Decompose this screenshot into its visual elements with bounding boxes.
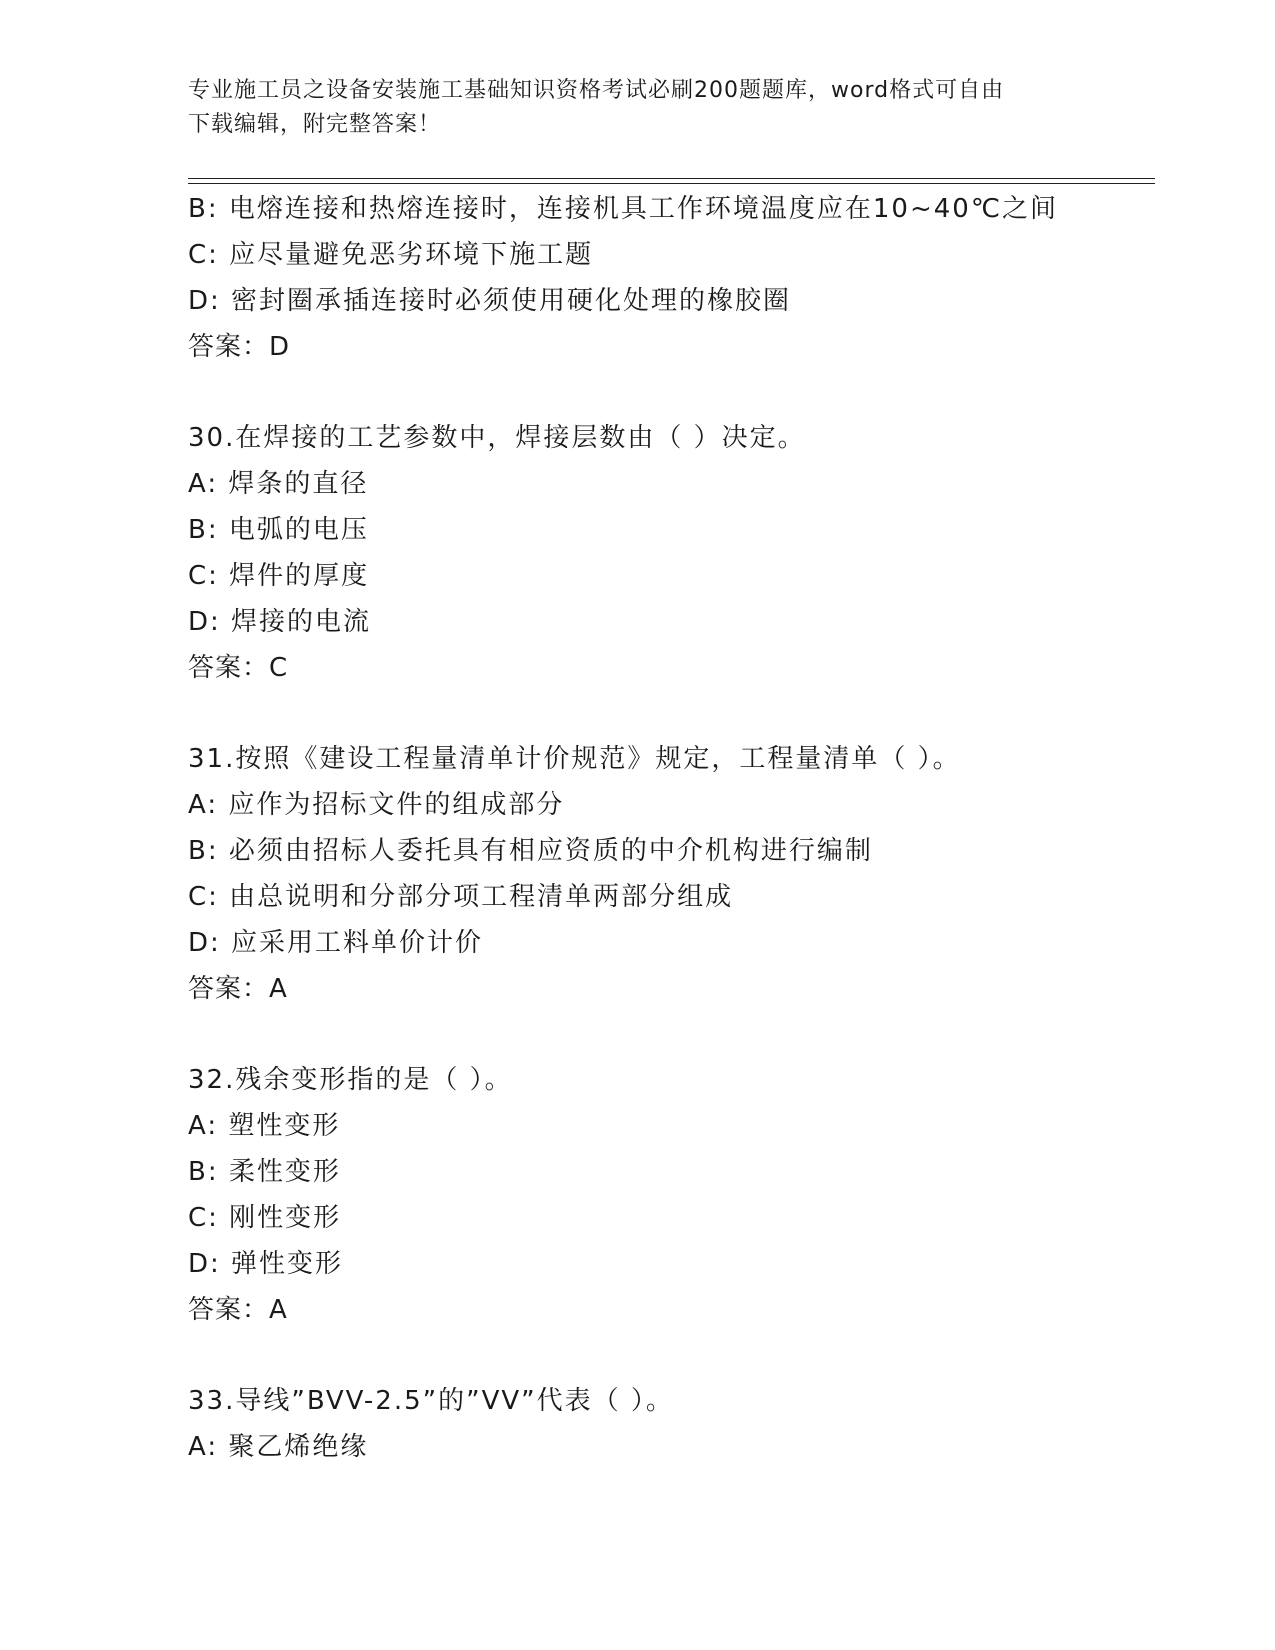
document-header (188, 74, 1068, 142)
option-a: A: 塑性变形 (188, 1111, 341, 1141)
option-c: C: 由总说明和分部分项工程清单两部分组成 (188, 882, 734, 912)
option-c: C: 刚性变形 (188, 1203, 342, 1233)
question-text: 33.导线”BVV-2.5”的”VV”代表（ ）。 (188, 1386, 674, 1416)
header-rule-bottom (188, 183, 1155, 184)
option-a: A: 应作为招标文件的组成部分 (188, 790, 565, 820)
question-text: 30.在焊接的工艺参数中，焊接层数由（ ）决定。 (188, 423, 806, 453)
option-d: D: 焊接的电流 (188, 607, 372, 637)
answer-line: 答案：C (188, 653, 289, 683)
question-block-31 (188, 736, 1155, 1012)
question-block-30 (188, 415, 1155, 691)
question-block-32 (188, 1057, 1155, 1333)
answer-line: 答案：A (188, 974, 288, 1004)
option-d: D: 应采用工料单价计价 (188, 928, 484, 958)
question-block-33 (188, 1378, 1155, 1470)
answer-line: 答案：A (188, 1295, 288, 1325)
question-text: 32.残余变形指的是（ ）。 (188, 1065, 513, 1095)
question-text: 31.按照《建设工程量清单计价规范》规定，工程量清单（ ）。 (188, 744, 961, 774)
option-a: A: 聚乙烯绝缘 (188, 1432, 369, 1462)
header-line-2: 下载编辑，附完整答案！ (188, 112, 442, 137)
answer-line: 答案：D (188, 332, 291, 362)
option-b: B: 必须由招标人委托具有相应资质的中介机构进行编制 (188, 836, 873, 866)
option-c: C: 应尽量避免恶劣环境下施工题 (188, 240, 594, 270)
question-block-prev (188, 186, 1155, 370)
option-d: D: 弹性变形 (188, 1249, 344, 1279)
option-d: D: 密封圈承插连接时必须使用硬化处理的橡胶圈 (188, 286, 792, 316)
option-c: C: 焊件的厚度 (188, 561, 370, 591)
header-line-1: 专业施工员之设备安装施工基础知识资格考试必刷200题题库，word格式可自由 (188, 78, 1005, 103)
question-list (188, 186, 1155, 1470)
header-rule-top (188, 178, 1155, 179)
option-b: B: 电熔连接和热熔连接时，连接机具工作环境温度应在10~40℃之间 (188, 194, 1059, 224)
spacer (188, 370, 1155, 415)
spacer (188, 691, 1155, 736)
option-b: B: 柔性变形 (188, 1157, 341, 1187)
option-b: B: 电弧的电压 (188, 515, 369, 545)
spacer (188, 1012, 1155, 1057)
option-a: A: 焊条的直径 (188, 469, 369, 499)
spacer (188, 1333, 1155, 1378)
